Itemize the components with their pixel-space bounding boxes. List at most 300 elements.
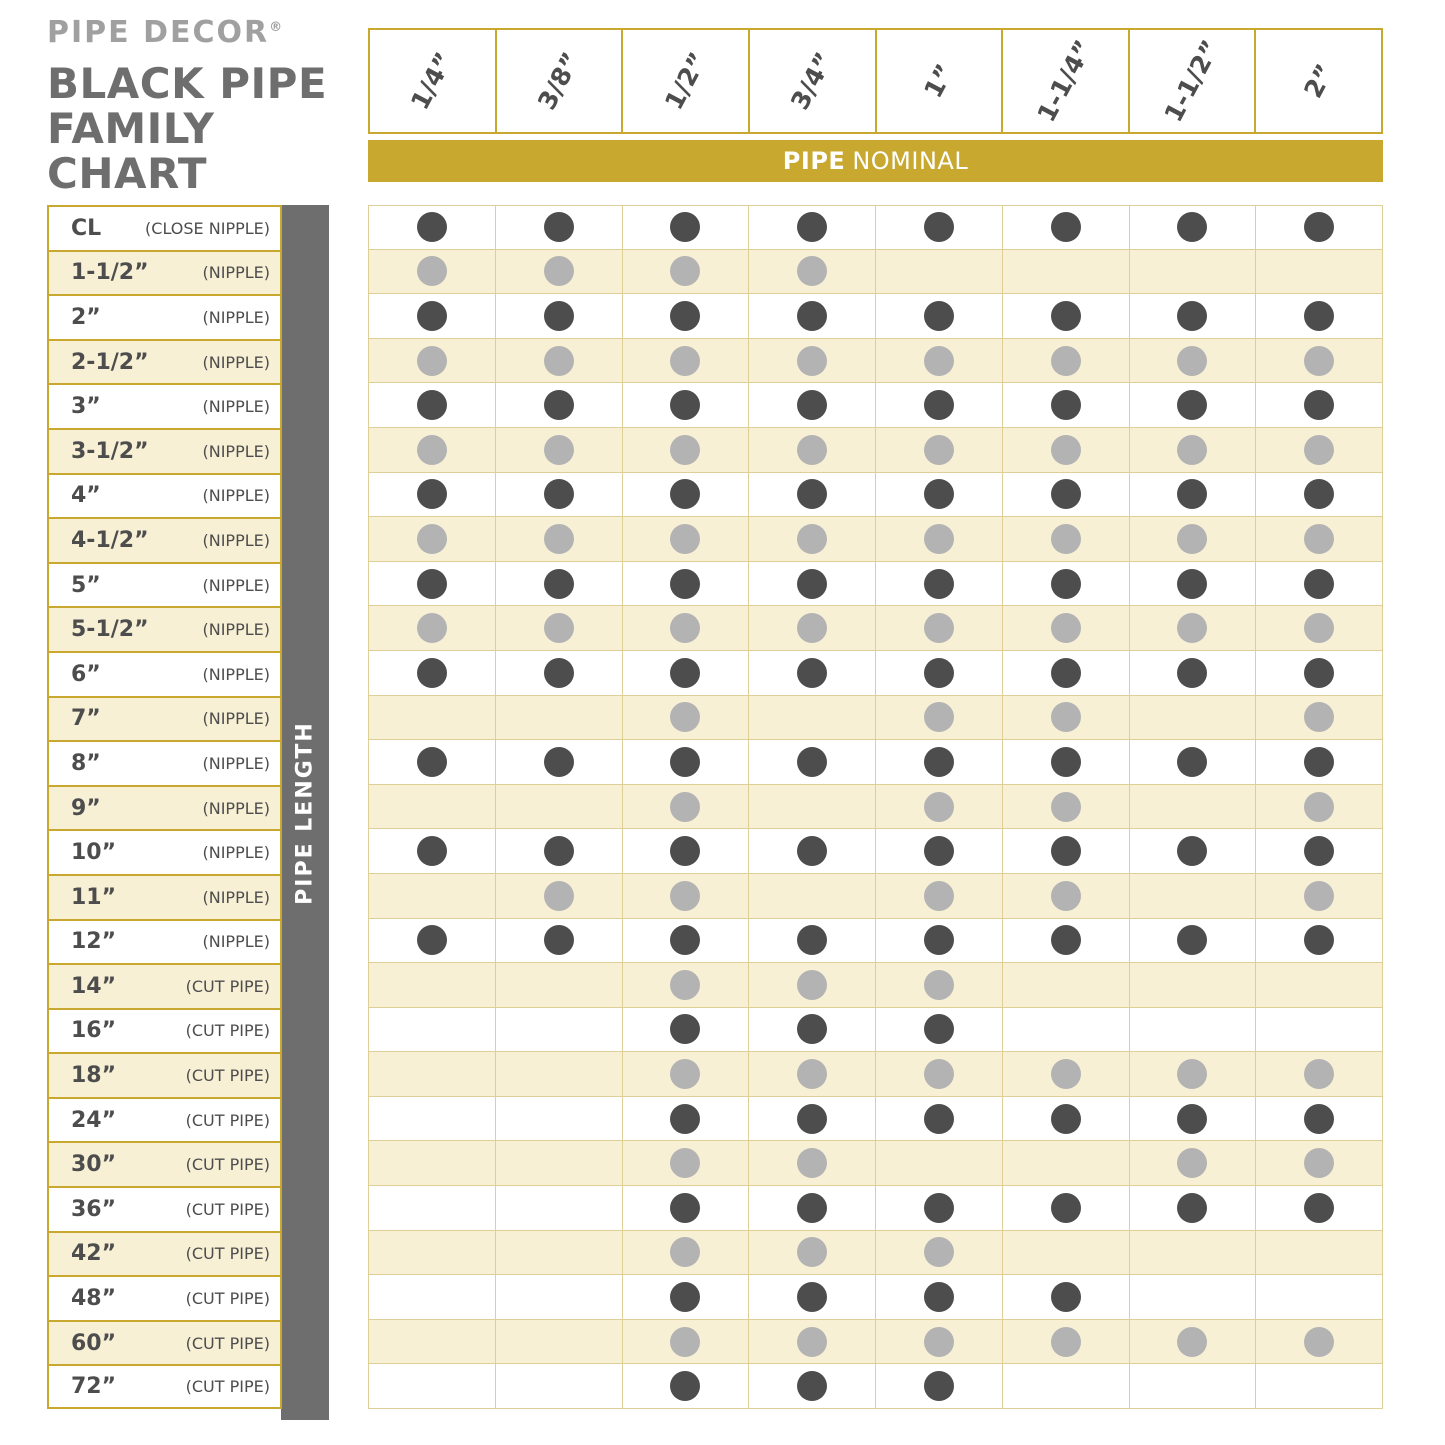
grid-cell <box>1130 1275 1257 1319</box>
empty-cell-marker <box>544 1282 574 1312</box>
availability-dot-icon <box>797 479 827 509</box>
availability-dot-icon <box>417 836 447 866</box>
grid-cell <box>368 1364 496 1408</box>
availability-dot-icon <box>1177 1193 1207 1223</box>
grid-cell <box>749 428 876 472</box>
empty-cell-marker <box>1304 1014 1334 1044</box>
grid-cell <box>876 339 1003 383</box>
availability-dot-icon <box>1051 301 1081 331</box>
row-label <box>47 1008 282 1053</box>
row-label <box>47 383 282 428</box>
row-label-size: 2-1/2” <box>71 349 149 375</box>
grid-cell <box>1130 1231 1257 1275</box>
availability-dot-icon <box>670 1282 700 1312</box>
availability-dot-icon <box>670 569 700 599</box>
availability-dot-icon <box>1051 702 1081 732</box>
grid-cell <box>1130 206 1257 249</box>
grid-cell <box>749 1320 876 1364</box>
grid-cell <box>368 339 496 383</box>
empty-cell-marker <box>544 1371 574 1401</box>
grid-cell <box>749 206 876 249</box>
availability-dot-icon <box>670 836 700 866</box>
page-title-line1: BLACK PIPE <box>47 59 328 108</box>
grid-cell <box>368 1052 496 1096</box>
row-label-size: 18” <box>71 1063 117 1089</box>
row-label-size: 72” <box>71 1374 117 1400</box>
grid-cell <box>876 874 1003 918</box>
grid-cell <box>1130 1097 1257 1141</box>
row-label-type: (NIPPLE) <box>202 441 270 461</box>
grid-cell <box>1130 473 1257 517</box>
grid-cell <box>749 874 876 918</box>
grid-cell <box>496 829 623 873</box>
grid-cell <box>749 1275 876 1319</box>
column-header-label: 1/2” <box>658 47 713 115</box>
grid-cell <box>623 651 750 695</box>
table-row <box>368 1320 1383 1365</box>
availability-dot-icon <box>1304 479 1334 509</box>
availability-dot-icon <box>417 390 447 420</box>
grid-cell <box>1003 1231 1130 1275</box>
row-label-size: 4” <box>71 483 101 509</box>
grid-cell <box>1130 919 1257 963</box>
availability-dot-icon <box>417 613 447 643</box>
availability-dot-icon <box>670 1327 700 1357</box>
availability-dot-icon <box>1304 658 1334 688</box>
empty-cell-marker <box>544 1104 574 1134</box>
availability-dot-icon <box>924 569 954 599</box>
grid-cell <box>1256 1141 1383 1185</box>
grid-cell <box>749 1141 876 1185</box>
grid-cell <box>876 1008 1003 1052</box>
grid-cell <box>496 1231 623 1275</box>
availability-dot-icon <box>1304 747 1334 777</box>
availability-dot-icon <box>924 1371 954 1401</box>
empty-cell-marker <box>417 1282 447 1312</box>
grid-cell <box>496 1186 623 1230</box>
grid-cell <box>749 829 876 873</box>
grid-cell <box>623 562 750 606</box>
availability-dot-icon <box>797 435 827 465</box>
grid-cell <box>368 1320 496 1364</box>
grid-cell <box>749 1052 876 1096</box>
grid-cell <box>876 785 1003 829</box>
availability-dot-icon <box>544 925 574 955</box>
availability-dot-icon <box>417 747 447 777</box>
grid-cell <box>623 1320 750 1364</box>
empty-cell-marker <box>1051 970 1081 1000</box>
grid-cell <box>1003 740 1130 784</box>
availability-dot-icon <box>1177 836 1207 866</box>
column-header <box>1256 30 1381 132</box>
grid-cell <box>496 1275 623 1319</box>
grid-cell <box>623 1231 750 1275</box>
row-label-column <box>47 205 282 1409</box>
availability-dot-icon <box>797 613 827 643</box>
row-label-size: 30” <box>71 1152 117 1178</box>
table-row <box>368 651 1383 696</box>
empty-cell-marker <box>544 970 574 1000</box>
empty-cell-marker <box>544 1193 574 1223</box>
row-label-size: 12” <box>71 929 117 955</box>
grid-cell <box>876 919 1003 963</box>
grid-cell <box>623 696 750 740</box>
grid-cell <box>1130 651 1257 695</box>
availability-dot-icon <box>1177 747 1207 777</box>
empty-cell-marker <box>797 881 827 911</box>
row-label-size: 3-1/2” <box>71 438 149 464</box>
row-label <box>47 829 282 874</box>
grid-cell <box>623 606 750 650</box>
table-row <box>368 696 1383 741</box>
grid-cell <box>1003 294 1130 338</box>
grid-cell <box>1130 874 1257 918</box>
availability-dot-icon <box>797 346 827 376</box>
table-row <box>368 1008 1383 1053</box>
grid-cell <box>1003 1097 1130 1141</box>
row-label-type: (NIPPLE) <box>202 620 270 640</box>
table-row <box>368 250 1383 295</box>
availability-dot-icon <box>1177 390 1207 420</box>
availability-dot-icon <box>797 256 827 286</box>
availability-dot-icon <box>797 1327 827 1357</box>
availability-dot-icon <box>417 301 447 331</box>
grid-cell <box>1256 1052 1383 1096</box>
grid-cell <box>1130 1364 1257 1408</box>
empty-cell-marker <box>1177 1282 1207 1312</box>
grid-cell <box>623 740 750 784</box>
availability-dot-icon <box>797 524 827 554</box>
table-row <box>368 963 1383 1008</box>
availability-dot-icon <box>417 346 447 376</box>
availability-dot-icon <box>670 1193 700 1223</box>
grid-cell <box>1003 1275 1130 1319</box>
grid-cell <box>749 1097 876 1141</box>
availability-dot-icon <box>417 435 447 465</box>
column-header-label: 1-1/2” <box>1158 35 1226 127</box>
grid-cell <box>876 294 1003 338</box>
grid-cell <box>876 206 1003 249</box>
grid-cell <box>1003 206 1130 249</box>
grid-cell <box>1003 874 1130 918</box>
grid-cell <box>1256 785 1383 829</box>
availability-dot-icon <box>924 346 954 376</box>
table-row <box>368 919 1383 964</box>
grid-cell <box>623 428 750 472</box>
row-label <box>47 696 282 741</box>
row-label-size: 6” <box>71 661 101 687</box>
availability-dot-icon <box>1304 792 1334 822</box>
grid-cell <box>1130 1008 1257 1052</box>
grid-cell <box>496 1320 623 1364</box>
empty-cell-marker <box>1177 1014 1207 1044</box>
availability-dot-icon <box>1051 925 1081 955</box>
grid-cell <box>496 651 623 695</box>
availability-dot-icon <box>544 346 574 376</box>
row-label-type: (NIPPLE) <box>202 352 270 372</box>
availability-dot-icon <box>1177 212 1207 242</box>
availability-dot-icon <box>1177 524 1207 554</box>
row-label <box>47 294 282 339</box>
availability-dot-icon <box>417 479 447 509</box>
availability-dot-icon <box>1177 1148 1207 1178</box>
grid-cell <box>368 606 496 650</box>
grid-cell <box>876 1052 1003 1096</box>
row-label-size: 5” <box>71 572 101 598</box>
availability-dot-icon <box>1051 836 1081 866</box>
grid-cell <box>1003 562 1130 606</box>
empty-cell-marker <box>1177 792 1207 822</box>
availability-dot-icon <box>924 301 954 331</box>
grid-cell <box>496 294 623 338</box>
grid-cell <box>368 250 496 294</box>
availability-dot-icon <box>1304 301 1334 331</box>
empty-cell-marker <box>1304 256 1334 286</box>
grid-cell <box>1130 562 1257 606</box>
grid-cell <box>1003 339 1130 383</box>
grid-cell <box>749 1364 876 1408</box>
availability-dot-icon <box>1051 390 1081 420</box>
availability-dot-icon <box>670 1059 700 1089</box>
grid-cell <box>749 339 876 383</box>
grid-cell <box>1256 428 1383 472</box>
availability-dot-icon <box>924 792 954 822</box>
empty-cell-marker <box>544 1014 574 1044</box>
availability-dot-icon <box>544 613 574 643</box>
availability-dot-icon <box>924 1059 954 1089</box>
availability-dot-icon <box>1051 524 1081 554</box>
grid-cell <box>623 206 750 249</box>
availability-dot-icon <box>1177 925 1207 955</box>
grid-cell <box>1256 339 1383 383</box>
grid-cell <box>368 428 496 472</box>
availability-dot-icon <box>417 256 447 286</box>
empty-cell-marker <box>417 1327 447 1357</box>
availability-dot-icon <box>544 747 574 777</box>
grid-cell <box>496 606 623 650</box>
row-label-type: (NIPPLE) <box>202 887 270 907</box>
grid-cell <box>1256 517 1383 561</box>
empty-cell-marker <box>1304 1282 1334 1312</box>
row-label <box>47 1186 282 1231</box>
row-label <box>47 1364 282 1409</box>
availability-dot-icon <box>670 970 700 1000</box>
availability-dot-icon <box>544 524 574 554</box>
availability-dot-icon <box>797 1014 827 1044</box>
grid-cell <box>623 339 750 383</box>
row-label-type: (NIPPLE) <box>202 843 270 863</box>
availability-dot-icon <box>924 702 954 732</box>
column-header <box>623 30 750 132</box>
brand-block <box>47 15 367 198</box>
empty-cell-marker <box>1177 1371 1207 1401</box>
grid-cell <box>1256 829 1383 873</box>
row-label <box>47 1052 282 1097</box>
availability-dot-icon <box>670 390 700 420</box>
row-label-type: (CUT PIPE) <box>185 1155 270 1175</box>
availability-dot-icon <box>924 1282 954 1312</box>
grid-cell <box>1256 1231 1383 1275</box>
empty-cell-marker <box>1304 1371 1334 1401</box>
grid-cell <box>623 1008 750 1052</box>
column-header <box>370 30 497 132</box>
grid-cell <box>368 383 496 427</box>
row-label-type: (NIPPLE) <box>202 263 270 283</box>
grid-cell <box>1256 1186 1383 1230</box>
empty-cell-marker <box>1177 702 1207 732</box>
availability-dot-icon <box>1304 212 1334 242</box>
row-label <box>47 473 282 518</box>
availability-dot-icon <box>1177 301 1207 331</box>
availability-dot-icon <box>797 925 827 955</box>
row-label-type: (CUT PIPE) <box>185 1333 270 1353</box>
availability-dot-icon <box>1304 1148 1334 1178</box>
row-label-size: 60” <box>71 1330 117 1356</box>
grid-cell <box>496 473 623 517</box>
grid-cell <box>1256 1320 1383 1364</box>
availability-dot-icon <box>797 1059 827 1089</box>
grid-cell <box>368 919 496 963</box>
grid-cell <box>749 383 876 427</box>
grid-cell <box>749 651 876 695</box>
grid-cell <box>1003 473 1130 517</box>
availability-dot-icon <box>924 613 954 643</box>
grid-cell <box>876 651 1003 695</box>
grid-cell <box>876 473 1003 517</box>
availability-dot-icon <box>544 658 574 688</box>
availability-dot-icon <box>1177 658 1207 688</box>
grid-cell <box>1130 517 1257 561</box>
grid-cell <box>1003 696 1130 740</box>
grid-cell <box>623 1364 750 1408</box>
row-label-size: 3” <box>71 394 101 420</box>
grid-cell <box>1130 1320 1257 1364</box>
availability-dot-icon <box>1051 569 1081 599</box>
grid-cell <box>496 740 623 784</box>
grid-cell <box>1256 1097 1383 1141</box>
grid-cell <box>1256 963 1383 1007</box>
availability-dot-icon <box>417 524 447 554</box>
row-label-type: (CUT PIPE) <box>185 1377 270 1397</box>
availability-dot-icon <box>1177 1104 1207 1134</box>
grid-cell <box>1130 294 1257 338</box>
registered-mark-icon: ® <box>269 20 285 35</box>
grid-cell <box>368 1275 496 1319</box>
grid-cell <box>1003 963 1130 1007</box>
empty-cell-marker <box>1177 1237 1207 1267</box>
availability-dot-icon <box>1304 346 1334 376</box>
availability-dot-icon <box>924 1327 954 1357</box>
row-label <box>47 562 282 607</box>
grid-cell <box>876 740 1003 784</box>
table-row <box>368 829 1383 874</box>
grid-cell <box>623 383 750 427</box>
availability-dot-icon <box>417 212 447 242</box>
empty-cell-marker <box>1051 1014 1081 1044</box>
table-row <box>368 1141 1383 1186</box>
availability-dot-icon <box>1177 479 1207 509</box>
table-row <box>368 740 1383 785</box>
availability-dot-icon <box>1304 1104 1334 1134</box>
availability-dot-icon <box>924 390 954 420</box>
empty-cell-marker <box>417 1148 447 1178</box>
row-label-size: 9” <box>71 795 101 821</box>
row-label <box>47 919 282 964</box>
grid-cell <box>1130 1052 1257 1096</box>
row-label <box>47 785 282 830</box>
grid-cell <box>1003 1320 1130 1364</box>
row-label <box>47 1231 282 1276</box>
availability-dot-icon <box>670 747 700 777</box>
grid-cell <box>1256 696 1383 740</box>
availability-dot-icon <box>670 524 700 554</box>
grid-cell <box>1003 1052 1130 1096</box>
availability-dot-icon <box>670 256 700 286</box>
availability-dot-icon <box>544 836 574 866</box>
row-label-type: (CUT PIPE) <box>185 1021 270 1041</box>
availability-dot-icon <box>924 435 954 465</box>
grid-cell <box>1003 829 1130 873</box>
availability-dot-icon <box>797 1371 827 1401</box>
row-label-type: (NIPPLE) <box>202 932 270 952</box>
grid-cell <box>1130 696 1257 740</box>
row-label <box>47 517 282 562</box>
column-header <box>750 30 877 132</box>
column-header-label: 1-1/4” <box>1031 35 1099 127</box>
grid-cell <box>496 206 623 249</box>
availability-dot-icon <box>670 613 700 643</box>
availability-dot-icon <box>797 569 827 599</box>
availability-dot-icon <box>670 1148 700 1178</box>
availability-dot-icon <box>1304 435 1334 465</box>
grid-cell <box>368 1141 496 1185</box>
availability-dot-icon <box>670 925 700 955</box>
grid-cell <box>749 562 876 606</box>
availability-dot-icon <box>670 881 700 911</box>
grid-cell <box>496 1141 623 1185</box>
availability-dot-icon <box>1051 1327 1081 1357</box>
brand-logo-text: PIPE DECOR <box>47 15 270 50</box>
grid-cell <box>876 606 1003 650</box>
grid-cell <box>749 250 876 294</box>
row-label-type: (CUT PIPE) <box>185 976 270 996</box>
availability-dot-icon <box>797 1148 827 1178</box>
availability-dot-icon <box>544 435 574 465</box>
row-label-type: (CUT PIPE) <box>185 1066 270 1086</box>
grid-cell <box>623 517 750 561</box>
availability-dot-icon <box>797 1104 827 1134</box>
availability-dot-icon <box>670 301 700 331</box>
grid-cell <box>1003 651 1130 695</box>
page-title <box>47 59 367 198</box>
row-label-type: (NIPPLE) <box>202 709 270 729</box>
grid-cell <box>876 517 1003 561</box>
grid-cell <box>1003 1364 1130 1408</box>
row-label <box>47 1141 282 1186</box>
row-label-size: 7” <box>71 706 101 732</box>
empty-cell-marker <box>797 702 827 732</box>
grid-cell <box>496 517 623 561</box>
pipe-length-label: PIPE LENGTH <box>292 720 318 905</box>
grid-cell <box>1130 428 1257 472</box>
grid-cell <box>749 963 876 1007</box>
availability-dot-icon <box>670 212 700 242</box>
availability-dot-icon <box>797 658 827 688</box>
grid-cell <box>1256 473 1383 517</box>
grid-cell <box>876 1231 1003 1275</box>
row-label-size: 14” <box>71 973 117 999</box>
availability-dot-icon <box>1304 613 1334 643</box>
